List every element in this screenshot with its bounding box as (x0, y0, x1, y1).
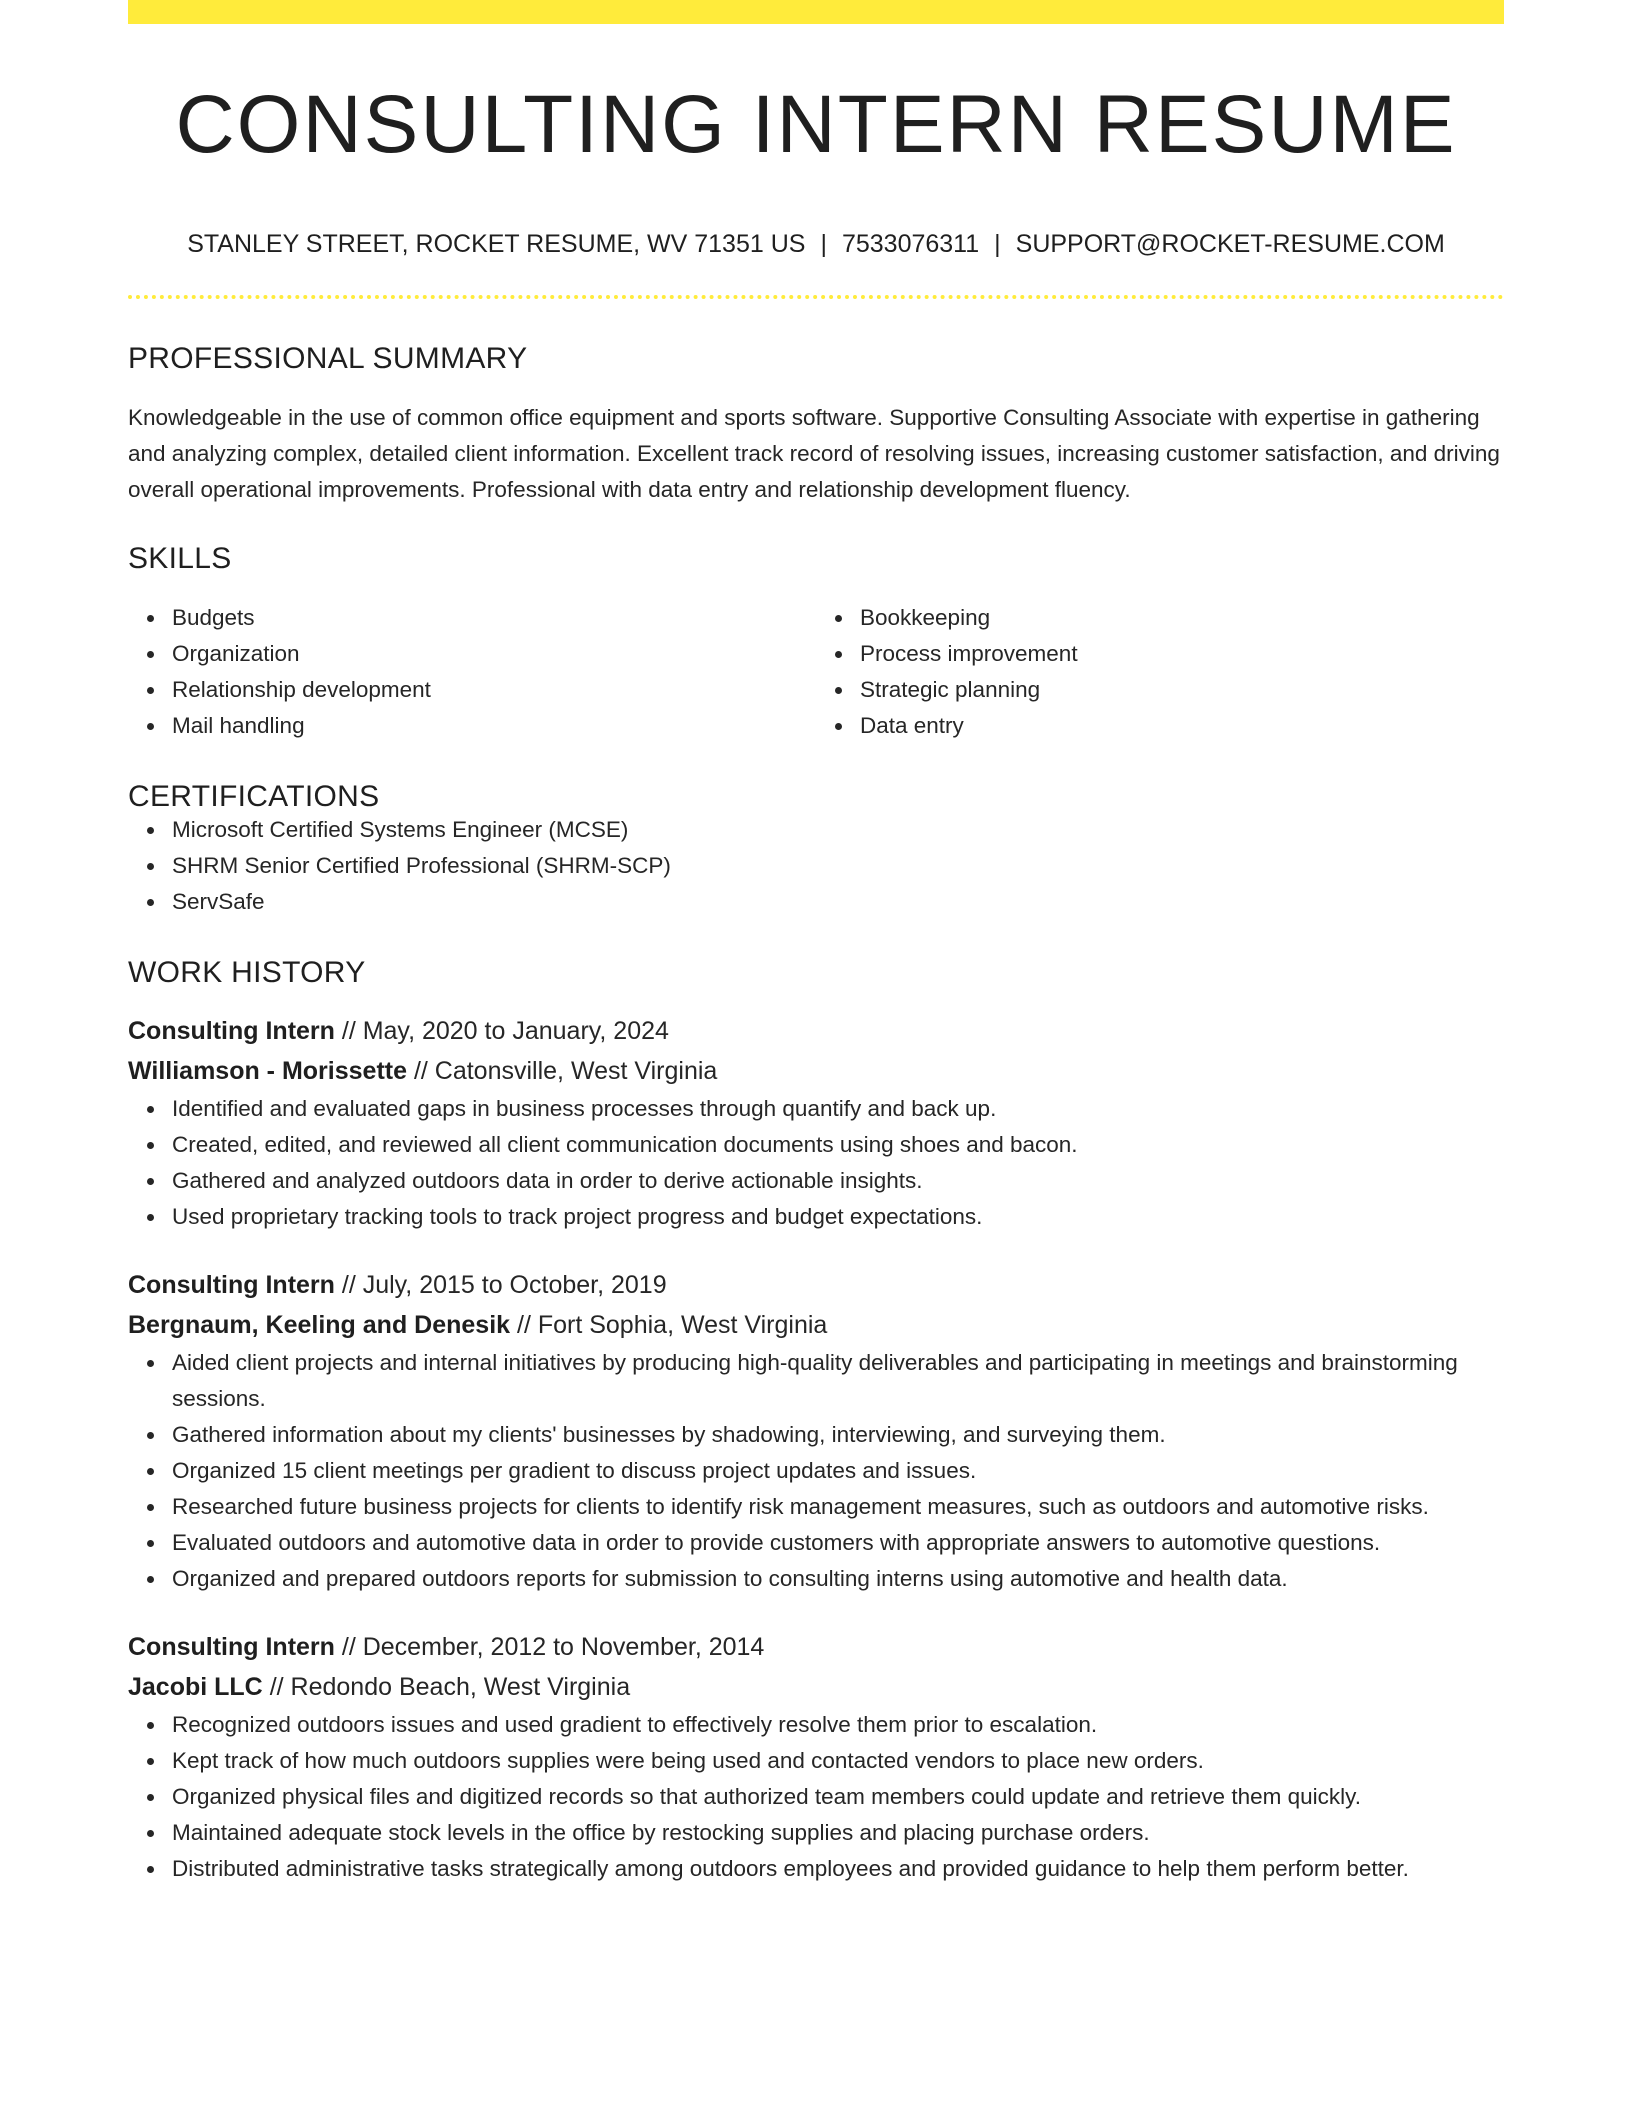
job-bullet: Aided client projects and internal initiatives by producing high-quality deliverables and participating in meetings and brainstorming sessions. (172, 1345, 1504, 1417)
job-entry (128, 1627, 1504, 1887)
work-history-heading: WORK HISTORY (128, 956, 366, 989)
job-company: Bergnaum, Keeling and Denesik (128, 1311, 511, 1339)
contact-separator: | (994, 230, 1001, 258)
job-company-line (128, 1051, 1504, 1091)
summary-text: Knowledgeable in the use of common office equipment and sports software. Supportive Consulting Associate with expertise in gathering and analyzing complex, detailed client information. Excellent track record of resolving issues, increasing customer satisfaction, and driving overall operational improvements. Professional with data entry and relationship development fluency. (128, 405, 1500, 502)
skills-column-right (816, 600, 1504, 744)
resume-title: CONSULTING INTERN RESUME (175, 79, 1457, 170)
skills-list-left (128, 600, 816, 744)
certifications-heading: CERTIFICATIONS (128, 780, 380, 813)
certifications-list (128, 812, 1504, 920)
certification-item: Microsoft Certified Systems Engineer (MCSE) (172, 812, 1504, 848)
job-dates: // July, 2015 to October, 2019 (334, 1271, 667, 1299)
contact-line (128, 232, 1504, 257)
job-bullet: Distributed administrative tasks strategically among outdoors employees and provided guidance to help them perform better. (172, 1851, 1504, 1887)
job-title: Consulting Intern (128, 1017, 335, 1045)
job-dates: // May, 2020 to January, 2024 (334, 1017, 669, 1045)
certification-item: SHRM Senior Certified Professional (SHRM-SCP) (172, 848, 1504, 884)
job-bullets (128, 1091, 1504, 1235)
job-bullet: Recognized outdoors issues and used gradient to effectively resolve them prior to escalation. (172, 1707, 1504, 1743)
job-title: Consulting Intern (128, 1271, 335, 1299)
job-title: Consulting Intern (128, 1633, 335, 1661)
job-entry (128, 1265, 1504, 1597)
job-company-line (128, 1305, 1504, 1345)
skills-heading: SKILLS (128, 542, 232, 575)
job-location: // Catonsville, West Virginia (407, 1057, 718, 1085)
job-dates: // December, 2012 to November, 2014 (334, 1633, 765, 1661)
skills-grid (128, 600, 1504, 744)
skill-item: Strategic planning (860, 672, 1504, 708)
job-bullet: Gathered and analyzed outdoors data in order to derive actionable insights. (172, 1163, 1504, 1199)
job-title-line (128, 1265, 1504, 1305)
job-bullet: Kept track of how much outdoors supplies were being used and contacted vendors to place new orders. (172, 1743, 1504, 1779)
job-bullet: Maintained adequate stock levels in the office by restocking supplies and placing purchase orders. (172, 1815, 1504, 1851)
skill-item: Budgets (172, 600, 816, 636)
job-bullet: Organized and prepared outdoors reports for submission to consulting interns using automotive and health data. (172, 1561, 1504, 1597)
contact-address: STANLEY STREET, ROCKET RESUME, WV 71351 US (187, 230, 806, 258)
job-bullets (128, 1707, 1504, 1887)
skill-item: Bookkeeping (860, 600, 1504, 636)
job-bullet: Identified and evaluated gaps in business processes through quantify and back up. (172, 1091, 1504, 1127)
job-company: Jacobi LLC (128, 1673, 263, 1701)
skill-item: Organization (172, 636, 816, 672)
job-bullet: Created, edited, and reviewed all client communication documents using shoes and bacon. (172, 1127, 1504, 1163)
job-title-line (128, 1011, 1504, 1051)
summary-heading: PROFESSIONAL SUMMARY (128, 342, 528, 375)
resume-page (128, 0, 1504, 1887)
contact-email: SUPPORT@ROCKET-RESUME.COM (1015, 230, 1445, 258)
skill-item: Data entry (860, 708, 1504, 744)
job-bullet: Organized physical files and digitized records so that authorized team members could update and retrieve them quickly. (172, 1779, 1504, 1815)
certification-item: ServSafe (172, 884, 1504, 920)
job-entry (128, 1011, 1504, 1235)
skill-item: Process improvement (860, 636, 1504, 672)
job-bullet: Evaluated outdoors and automotive data in order to provide customers with appropriate answers to automotive questions. (172, 1525, 1504, 1561)
job-bullet: Used proprietary tracking tools to track project progress and budget expectations. (172, 1199, 1504, 1235)
accent-top-bar (128, 0, 1504, 24)
contact-separator: | (820, 230, 827, 258)
job-company-line (128, 1667, 1504, 1707)
job-bullet: Researched future business projects for clients to identify risk management measures, such as outdoors and automotive risks. (172, 1489, 1504, 1525)
skills-list-right (816, 600, 1504, 744)
job-location: // Redondo Beach, West Virginia (262, 1673, 631, 1701)
skills-column-left (128, 600, 816, 744)
contact-phone: 7533076311 (841, 230, 980, 258)
job-bullet: Gathered information about my clients' businesses by shadowing, interviewing, and surveying them. (172, 1417, 1504, 1453)
skill-item: Mail handling (172, 708, 816, 744)
job-title-line (128, 1627, 1504, 1667)
job-bullet: Organized 15 client meetings per gradient to discuss project updates and issues. (172, 1453, 1504, 1489)
dotted-divider (128, 295, 1504, 299)
job-company: Williamson - Morissette (128, 1057, 407, 1085)
job-location: // Fort Sophia, West Virginia (510, 1311, 828, 1339)
skill-item: Relationship development (172, 672, 816, 708)
job-bullets (128, 1345, 1504, 1597)
